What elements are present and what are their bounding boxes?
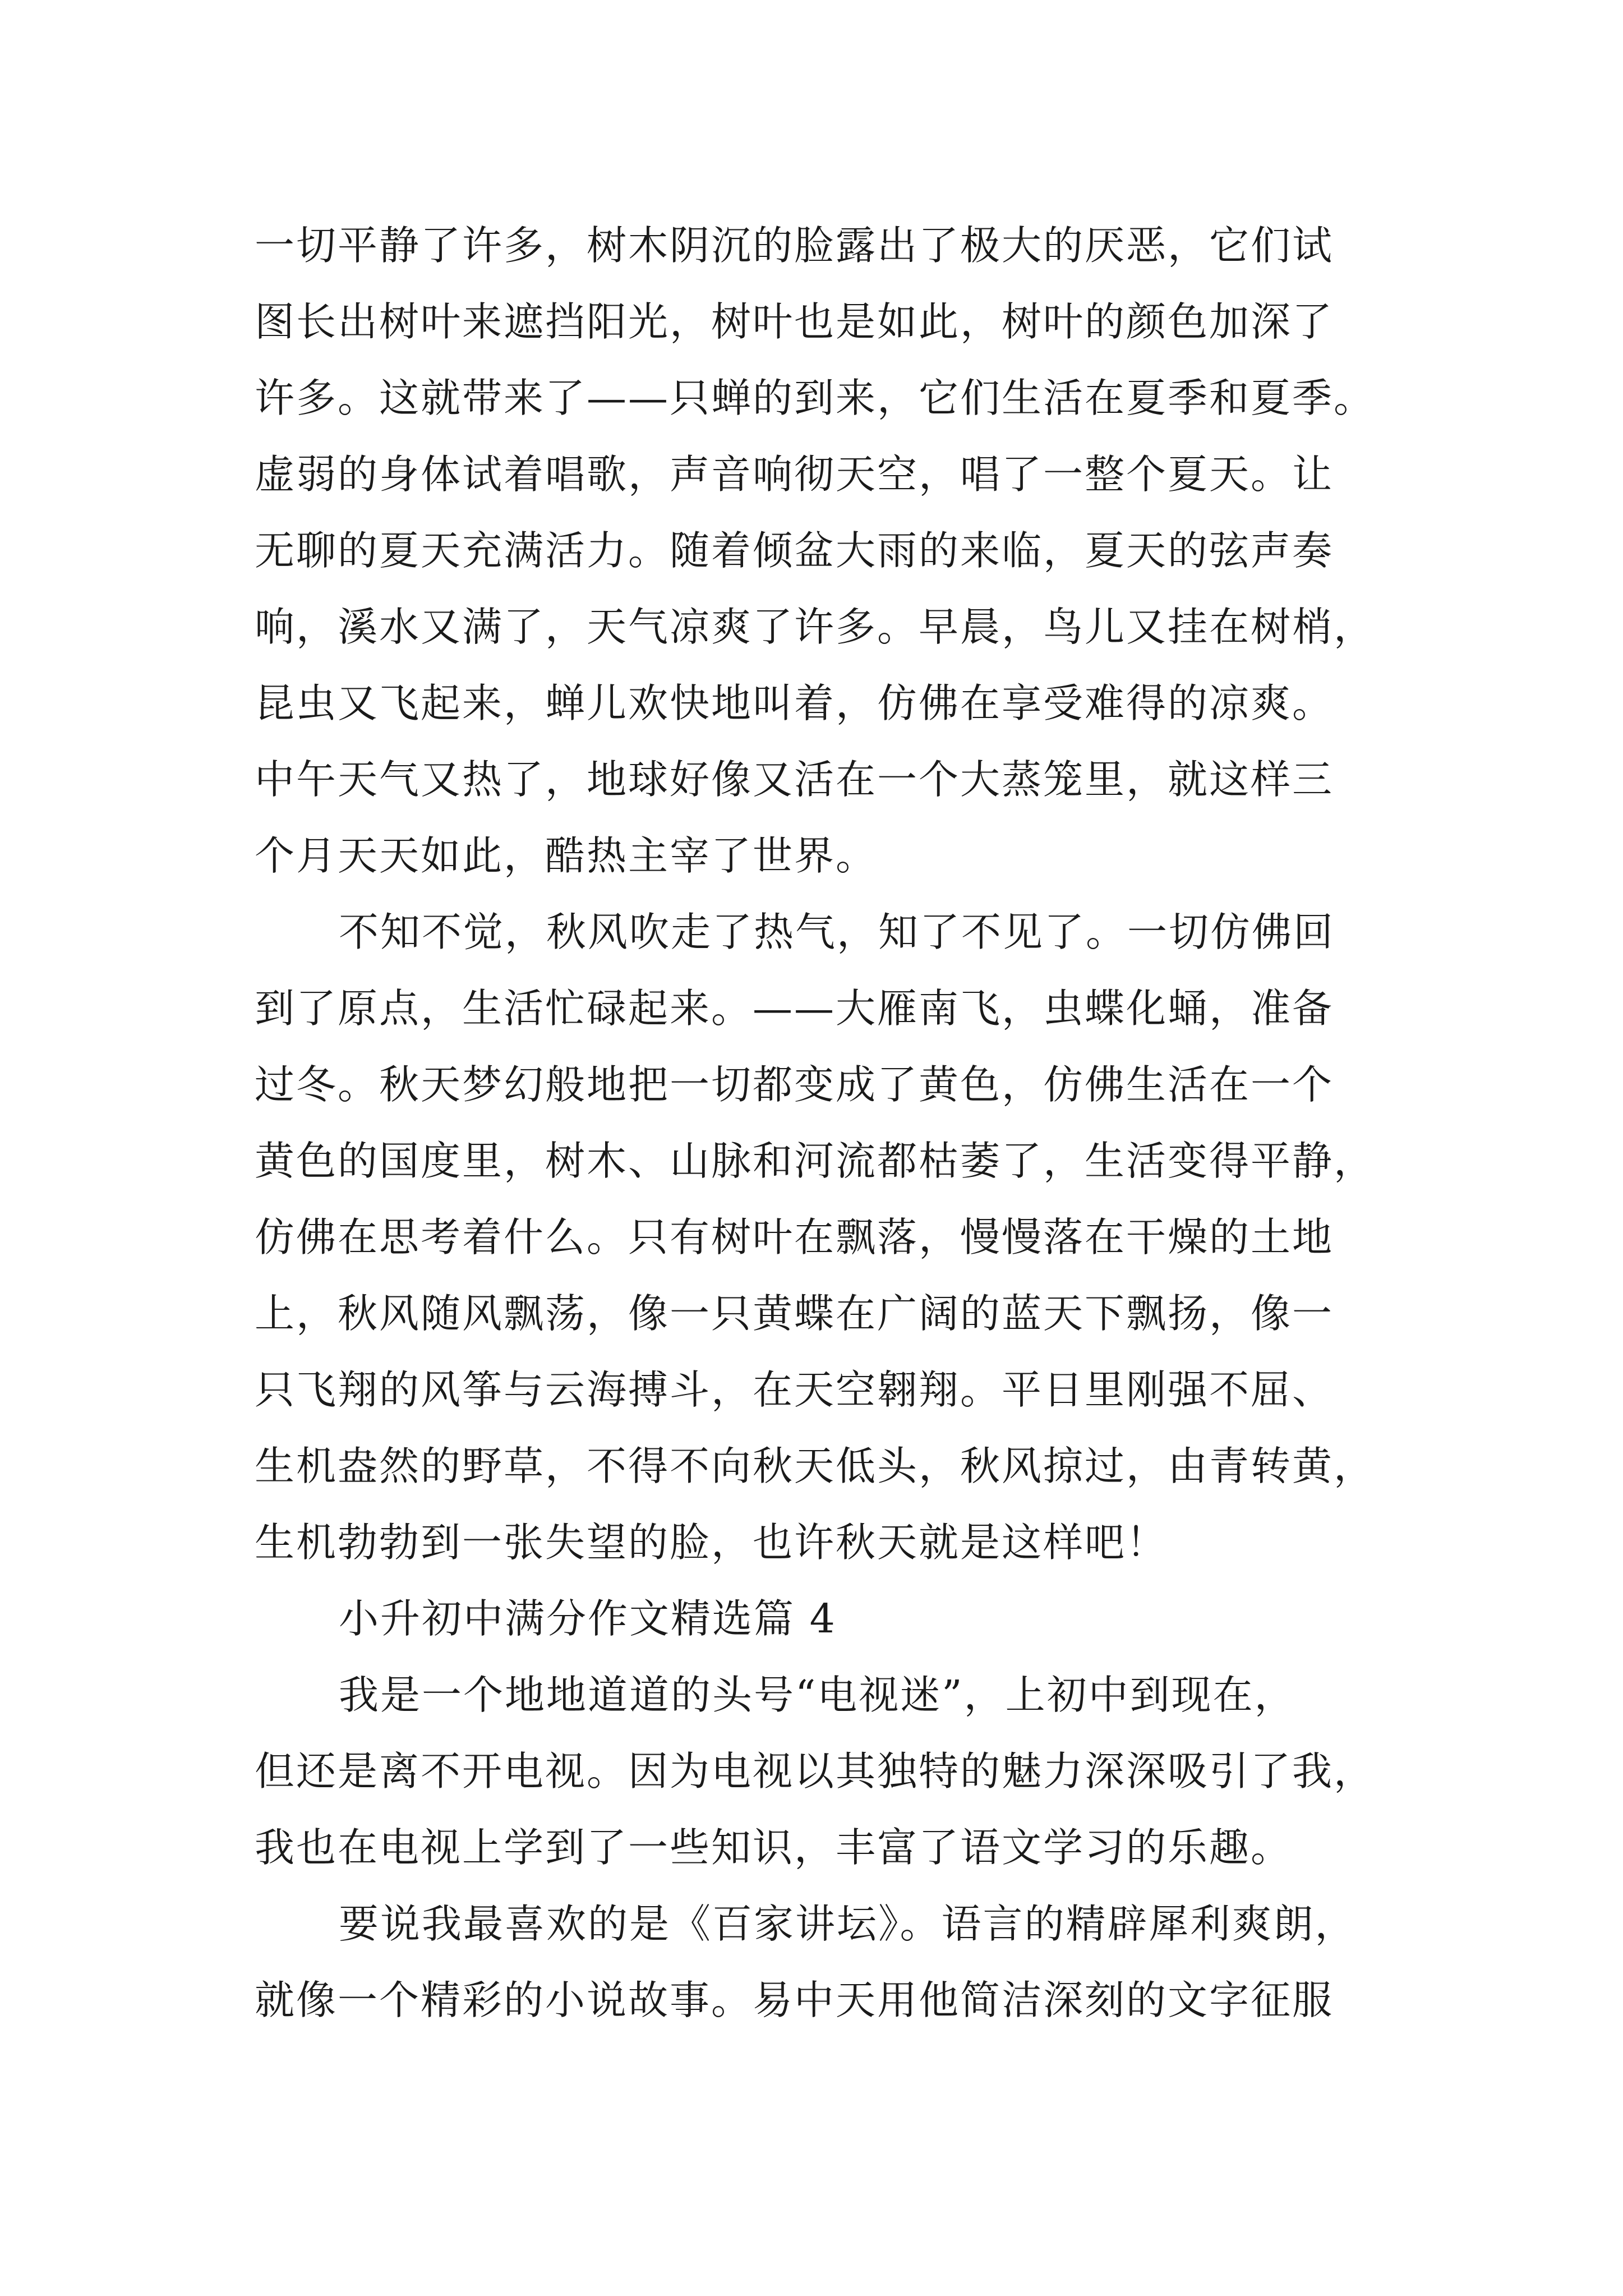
document-body: [255, 208, 1410, 2039]
text-line: 响，溪水又满了，天气凉爽了许多。早晨，鸟儿又挂在树梢，: [255, 604, 1376, 650]
text-line: 一切平静了许多，树木阴沉的脸露出了极大的厌恶，它们试: [255, 222, 1334, 269]
text-line: 黄色的国度里，树木、山脉和河流都枯萎了，生活变得平静，: [255, 1138, 1376, 1184]
section-heading: 小升初中满分作文精选篇 4: [339, 1595, 837, 1642]
text-line: 昆虫又飞起来，蝉儿欢快地叫着，仿佛在享受难得的凉爽。: [255, 680, 1334, 726]
paragraph-start-line: 要说我最喜欢的是《百家讲坛》。语言的精辟犀利爽朗，: [339, 1901, 1357, 1947]
text-line: 生机勃勃到一张失望的脸，也许秋天就是这样吧！: [255, 1519, 1168, 1566]
text-line: 生机盎然的野草，不得不向秋天低头，秋风掠过，由青转黄，: [255, 1443, 1376, 1489]
paragraph-start-line: 我是一个地地道道的头号“电视迷”，上初中到现在，: [339, 1672, 1296, 1718]
text-line: 就像一个精彩的小说故事。易中天用他简洁深刻的文字征服: [255, 1977, 1334, 2023]
paragraph-start-line: 不知不觉，秋风吹走了热气，知了不见了。一切仿佛回: [339, 909, 1335, 955]
text-line: 只飞翔的风筝与云海搏斗，在天空翱翔。平日里刚强不屈、: [255, 1366, 1334, 1413]
text-line: 过冬。秋天梦幻般地把一切都变成了黄色，仿佛生活在一个: [255, 1061, 1334, 1108]
text-line: 个月天天如此，酷热主宰了世界。: [255, 832, 878, 879]
text-line: 虚弱的身体试着唱歌，声音响彻天空，唱了一整个夏天。让: [255, 451, 1334, 498]
text-line: 到了原点，生活忙碌起来。——大雁南飞，虫蝶化蛹，准备: [255, 985, 1334, 1032]
text-line: 许多。这就带来了——只蝉的到来，它们生活在夏季和夏季。: [255, 375, 1376, 421]
text-line: 但还是离不开电视。因为电视以其独特的魅力深深吸引了我，: [255, 1748, 1376, 1795]
text-line: 中午天气又热了，地球好像又活在一个大蒸笼里，就这样三: [255, 756, 1334, 803]
text-line: 无聊的夏天充满活力。随着倾盆大雨的来临，夏天的弦声奏: [255, 527, 1334, 574]
text-line: 上，秋风随风飘荡，像一只黄蝶在广阔的蓝天下飘扬，像一: [255, 1290, 1334, 1337]
text-line: 仿佛在思考着什么。只有树叶在飘落，慢慢落在干燥的土地: [255, 1214, 1334, 1260]
text-line: 我也在电视上学到了一些知识，丰富了语文学习的乐趣。: [255, 1824, 1293, 1871]
text-line: 图长出树叶来遮挡阳光，树叶也是如此，树叶的颜色加深了: [255, 298, 1334, 345]
